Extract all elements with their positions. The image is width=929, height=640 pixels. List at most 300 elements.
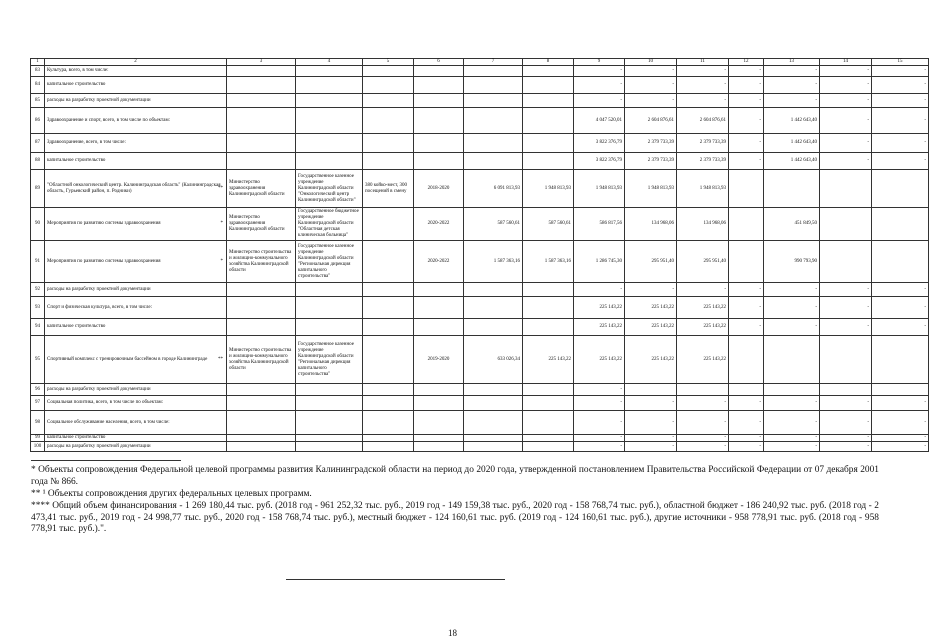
footnote-1: * Объекты сопровождения Федеральной целевой программы развития Калининградской области на период до 2020 года, утвержденной постановлением Правительства Российской Федерации от 07 декабря 2001 года № 866.: [31, 465, 879, 487]
object-name-text: капитальное строительство: [47, 435, 106, 440]
object-name-text: "Областной онкологический центр. Калининградская область" (Калининградская область, Гурьевский район, п. Родники): [47, 182, 221, 194]
amount-cell: -: [820, 396, 872, 411]
period-cell: [414, 283, 464, 297]
customer-cell: [227, 153, 296, 170]
amount-cell: 2 604 876,61: [625, 108, 677, 134]
object-name-cell: [45, 153, 227, 170]
object-name-cell: [45, 108, 227, 134]
amount-cell: -: [574, 384, 625, 396]
amount-cell: -: [729, 153, 764, 170]
footnote-marker: *: [220, 258, 223, 264]
table-row: [31, 66, 929, 77]
object-name-text: Здравоохранение, всего, в том числе:: [47, 140, 126, 145]
table-row: [31, 108, 929, 134]
amount-cell: 2 379 733,39: [677, 153, 729, 170]
capacity-cell: [363, 134, 414, 153]
developer-cell: Государственное бюджетное учреждение Калининградской области "Областная детская клиническая больница": [296, 208, 363, 241]
capacity-cell: [363, 153, 414, 170]
amount-cell: [729, 241, 764, 283]
row-number-cell: 96: [31, 384, 45, 396]
object-name-cell: [45, 208, 227, 241]
amount-cell: 2 604 876,61: [677, 108, 729, 134]
amount-cell: 1 442 643,40: [764, 134, 820, 153]
header-cell: 9: [574, 59, 625, 66]
amount-cell: 6 091 813,93: [464, 170, 523, 208]
amount-cell: [523, 442, 574, 452]
header-cell: 6: [414, 59, 464, 66]
developer-cell: [296, 77, 363, 94]
amount-cell: 295 951,40: [677, 241, 729, 283]
amount-cell: [464, 396, 523, 411]
row-number-cell: 83: [31, 66, 45, 77]
row-number-cell: 92: [31, 283, 45, 297]
amount-cell: -: [872, 435, 929, 442]
amount-cell: 225 143,22: [574, 297, 625, 319]
table-row: [31, 336, 929, 384]
footnote-separator: [31, 460, 181, 461]
customer-cell: Министерство строительства и жилищно-коммунального хозяйства Калининградской области: [227, 336, 296, 384]
customer-cell: Министерство строительства и жилищно-коммунального хозяйства Калининградской области: [227, 241, 296, 283]
header-cell: 1: [31, 59, 45, 66]
object-name-text: капитальное строительство: [47, 82, 106, 87]
amount-cell: -: [764, 94, 820, 108]
amount-cell: -: [625, 66, 677, 77]
footnote-marker: **: [218, 185, 223, 191]
amount-cell: -: [872, 283, 929, 297]
header-cell: 7: [464, 59, 523, 66]
row-number-cell: 89: [31, 170, 45, 208]
customer-cell: [227, 297, 296, 319]
amount-cell: -: [574, 77, 625, 94]
object-name-text: расходы на разработку проектной документации: [47, 286, 151, 292]
period-cell: 2018-2020: [414, 170, 464, 208]
amount-cell: -: [820, 77, 872, 94]
amount-cell: 295 951,40: [625, 241, 677, 283]
amount-cell: -: [872, 134, 929, 153]
object-name-cell: [45, 134, 227, 153]
amount-cell: -: [574, 66, 625, 77]
capacity-cell: [363, 435, 414, 442]
amount-cell: 225 143,22: [574, 336, 625, 384]
period-cell: [414, 94, 464, 108]
amount-cell: -: [625, 94, 677, 108]
amount-cell: -: [764, 283, 820, 297]
amount-cell: -: [872, 66, 929, 77]
amount-cell: -: [820, 134, 872, 153]
capacity-cell: [363, 396, 414, 411]
table-row: [31, 241, 929, 283]
footnote-marker: *: [220, 221, 223, 226]
row-number-cell: 91: [31, 241, 45, 283]
amount-cell: -: [820, 319, 872, 336]
period-cell: [414, 442, 464, 452]
row-number-cell: 95: [31, 336, 45, 384]
table-row: [31, 384, 929, 396]
amount-cell: [523, 77, 574, 94]
amount-cell: 225 143,22: [574, 319, 625, 336]
row-number-cell: 97: [31, 396, 45, 411]
table-row: [31, 319, 929, 336]
capacity-cell: [363, 297, 414, 319]
customer-cell: Министерство здравоохранения Калининградской области: [227, 170, 296, 208]
developer-cell: [296, 297, 363, 319]
amount-cell: -: [729, 134, 764, 153]
amount-cell: [523, 297, 574, 319]
amount-cell: 225 143,22: [677, 319, 729, 336]
amount-cell: 1 286 745,30: [574, 241, 625, 283]
object-name-text: капитальное строительство: [47, 158, 106, 163]
amount-cell: 587 560,61: [523, 208, 574, 241]
period-cell: [414, 319, 464, 336]
amount-cell: 4 047 520,01: [574, 108, 625, 134]
amount-cell: -: [764, 411, 820, 435]
amount-cell: [464, 283, 523, 297]
developer-cell: [296, 442, 363, 452]
table-header-row: [31, 59, 929, 66]
header-cell: 4: [296, 59, 363, 66]
object-name-cell: [45, 319, 227, 336]
capacity-cell: [363, 241, 414, 283]
customer-cell: [227, 77, 296, 94]
object-name-text: Мероприятия по развитию системы здравоохранения: [47, 258, 161, 264]
period-cell: [414, 435, 464, 442]
amount-cell: -: [574, 283, 625, 297]
amount-cell: -: [764, 396, 820, 411]
amount-cell: [464, 94, 523, 108]
amount-cell: -: [574, 435, 625, 442]
period-cell: [414, 108, 464, 134]
object-name-text: Здравоохранение и спорт, всего, в том числе по объектам:: [47, 117, 171, 123]
row-number-cell: 99: [31, 435, 45, 442]
row-number-cell: 88: [31, 153, 45, 170]
developer-cell: [296, 283, 363, 297]
object-name-cell: [45, 77, 227, 94]
header-cell: 5: [363, 59, 414, 66]
amount-cell: [764, 170, 820, 208]
period-cell: 2020-2022: [414, 208, 464, 241]
amount-cell: -: [764, 435, 820, 442]
capacity-cell: [363, 66, 414, 77]
capacity-cell: [363, 442, 414, 452]
amount-cell: [464, 153, 523, 170]
developer-cell: [296, 134, 363, 153]
object-name-text: расходы на разработку проектной документации: [47, 386, 151, 392]
capacity-cell: [363, 283, 414, 297]
object-name-cell: [45, 336, 227, 384]
amount-cell: -: [764, 77, 820, 94]
amount-cell: 2 379 733,39: [625, 153, 677, 170]
amount-cell: [523, 396, 574, 411]
amount-cell: [820, 384, 872, 396]
object-name-text: расходы на разработку проектной документации: [47, 443, 151, 449]
amount-cell: [523, 134, 574, 153]
amount-cell: -: [729, 319, 764, 336]
period-cell: [414, 77, 464, 94]
amount-cell: [677, 384, 729, 396]
customer-cell: [227, 66, 296, 77]
amount-cell: -: [872, 108, 929, 134]
amount-cell: -: [729, 297, 764, 319]
amount-cell: [464, 297, 523, 319]
amount-cell: -: [820, 108, 872, 134]
capacity-cell: [363, 336, 414, 384]
amount-cell: -: [677, 66, 729, 77]
amount-cell: [820, 208, 872, 241]
amount-cell: -: [764, 442, 820, 452]
amount-cell: -: [677, 396, 729, 411]
table-row: [31, 77, 929, 94]
header-cell: 13: [764, 59, 820, 66]
amount-cell: [820, 336, 872, 384]
amount-cell: -: [625, 283, 677, 297]
amount-cell: [464, 442, 523, 452]
amount-cell: 587 560,61: [464, 208, 523, 241]
amount-cell: [523, 283, 574, 297]
capacity-cell: [363, 384, 414, 396]
header-cell: 2: [45, 59, 227, 66]
header-cell: 14: [820, 59, 872, 66]
amount-cell: [523, 108, 574, 134]
developer-cell: [296, 435, 363, 442]
object-name-cell: [45, 435, 227, 442]
capacity-cell: [363, 411, 414, 435]
object-name-text: Культура, всего, в том числе:: [47, 68, 109, 73]
amount-cell: -: [872, 297, 929, 319]
amount-cell: 1 587 363,16: [523, 241, 574, 283]
object-name-cell: [45, 442, 227, 452]
row-number-cell: 98: [31, 411, 45, 435]
developer-cell: [296, 94, 363, 108]
amount-cell: [464, 108, 523, 134]
amount-cell: 1 442 643,40: [764, 153, 820, 170]
amount-cell: 134 968,06: [677, 208, 729, 241]
amount-cell: -: [625, 77, 677, 94]
amount-cell: -: [574, 442, 625, 452]
object-name-cell: [45, 411, 227, 435]
amount-cell: -: [820, 435, 872, 442]
object-name-text: Спорт и физическая культура, всего, в том числе:: [47, 304, 152, 310]
developer-cell: [296, 411, 363, 435]
amount-cell: -: [764, 297, 820, 319]
row-number-cell: 86: [31, 108, 45, 134]
capacity-cell: [363, 319, 414, 336]
page-number: 18: [448, 628, 457, 638]
row-number-cell: 87: [31, 134, 45, 153]
object-name-cell: [45, 94, 227, 108]
period-cell: [414, 134, 464, 153]
amount-cell: [464, 66, 523, 77]
amount-cell: -: [729, 435, 764, 442]
amount-cell: -: [872, 94, 929, 108]
amount-cell: 3 822 376,79: [574, 153, 625, 170]
amount-cell: [523, 153, 574, 170]
amount-cell: -: [574, 411, 625, 435]
amount-cell: 451 849,50: [764, 208, 820, 241]
object-name-cell: [45, 241, 227, 283]
table-row: [31, 153, 929, 170]
signature-line: [286, 579, 505, 580]
table-row: [31, 208, 929, 241]
customer-cell: Министерство здравоохранения Калининградской области: [227, 208, 296, 241]
object-name-cell: [45, 170, 227, 208]
period-cell: [414, 411, 464, 435]
amount-cell: [523, 66, 574, 77]
amount-cell: -: [625, 435, 677, 442]
capacity-cell: [363, 77, 414, 94]
amount-cell: -: [820, 66, 872, 77]
amount-cell: 1 948 813,93: [677, 170, 729, 208]
developer-cell: [296, 319, 363, 336]
amount-cell: [464, 435, 523, 442]
amount-cell: [523, 94, 574, 108]
amount-cell: [872, 170, 929, 208]
developer-cell: [296, 66, 363, 77]
developer-cell: Государственное казенное учреждение Калининградской области "Региональная дирекция капитального строительства": [296, 241, 363, 283]
developer-cell: [296, 396, 363, 411]
developer-cell: [296, 384, 363, 396]
amount-cell: 633 026,34: [464, 336, 523, 384]
amount-cell: -: [729, 77, 764, 94]
amount-cell: 1 948 813,93: [574, 170, 625, 208]
amount-cell: [523, 435, 574, 442]
amount-cell: -: [677, 442, 729, 452]
amount-cell: -: [729, 66, 764, 77]
developer-cell: Государственное казенное учреждение Калининградской области "Региональная дирекция капитального строительства": [296, 336, 363, 384]
amount-cell: 1 948 813,93: [523, 170, 574, 208]
amount-cell: 225 143,22: [523, 336, 574, 384]
amount-cell: -: [729, 94, 764, 108]
amount-cell: -: [872, 153, 929, 170]
amount-cell: -: [820, 442, 872, 452]
amount-cell: -: [764, 66, 820, 77]
developer-cell: [296, 153, 363, 170]
amount-cell: 1 442 643,40: [764, 108, 820, 134]
amount-cell: -: [574, 396, 625, 411]
amount-cell: 225 143,22: [625, 336, 677, 384]
amount-cell: [764, 336, 820, 384]
capacity-cell: [363, 108, 414, 134]
customer-cell: [227, 384, 296, 396]
customer-cell: [227, 94, 296, 108]
header-cell: 3: [227, 59, 296, 66]
developer-cell: [296, 108, 363, 134]
investment-objects-table: [30, 58, 929, 452]
object-name-cell: [45, 297, 227, 319]
amount-cell: -: [820, 153, 872, 170]
object-name-text: Социальная политика, всего, в том числе по объектам:: [47, 400, 164, 405]
object-name-text: Социальное обслуживание населения, всего, в том числе:: [47, 419, 170, 425]
amount-cell: [764, 384, 820, 396]
amount-cell: -: [625, 411, 677, 435]
amount-cell: [625, 384, 677, 396]
amount-cell: -: [677, 411, 729, 435]
header-cell: 8: [523, 59, 574, 66]
amount-cell: [729, 336, 764, 384]
period-cell: [414, 66, 464, 77]
amount-cell: 1 948 813,93: [625, 170, 677, 208]
table-row: [31, 435, 929, 442]
row-number-cell: 100: [31, 442, 45, 452]
amount-cell: [523, 411, 574, 435]
object-name-cell: [45, 66, 227, 77]
footnote-3: **** Общий объем финансирования - 1 269 180,44 тыс. руб. (2018 год - 961 252,32 тыс. руб., 2019 год - 149 159,38 тыс. руб., 2020 год - 158 768,74 тыс. руб.), областной бюджет - 186 240,92 тыс. руб. (2018 год - 2 473,41 тыс. руб., 2019 год - 24 998,77 тыс. руб., 2020 год - 158 768,74 тыс. руб.), местный бюджет - 124 160,61 тыс. руб. (2019 год - 124 160,61 тыс. руб.), другие источники - 958 778,91 тыс. руб. (2018 год - 958 778,91 тыс. руб.).".: [31, 501, 879, 534]
table-row: [31, 170, 929, 208]
customer-cell: [227, 435, 296, 442]
header-cell: 15: [872, 59, 929, 66]
amount-cell: -: [625, 442, 677, 452]
period-cell: [414, 384, 464, 396]
amount-cell: 3 822 376,79: [574, 134, 625, 153]
object-name-text: Спортивный комплекс с тренировочным бассейном в городе Калининграде: [47, 356, 208, 362]
amount-cell: -: [872, 411, 929, 435]
table-row: [31, 396, 929, 411]
customer-cell: [227, 319, 296, 336]
amount-cell: [464, 77, 523, 94]
amount-cell: -: [764, 319, 820, 336]
amount-cell: [872, 241, 929, 283]
amount-cell: 1 587 363,16: [464, 241, 523, 283]
amount-cell: 2 379 733,39: [625, 134, 677, 153]
object-name-cell: [45, 283, 227, 297]
amount-cell: -: [729, 442, 764, 452]
amount-cell: [729, 170, 764, 208]
amount-cell: [464, 411, 523, 435]
capacity-cell: [363, 208, 414, 241]
amount-cell: -: [820, 94, 872, 108]
row-number-cell: 84: [31, 77, 45, 94]
amount-cell: -: [820, 411, 872, 435]
period-cell: 2019-2020: [414, 336, 464, 384]
amount-cell: -: [872, 319, 929, 336]
amount-cell: [523, 319, 574, 336]
customer-cell: [227, 134, 296, 153]
customer-cell: [227, 283, 296, 297]
header-cell: 11: [677, 59, 729, 66]
amount-cell: -: [872, 442, 929, 452]
object-name-cell: [45, 396, 227, 411]
amount-cell: -: [872, 77, 929, 94]
amount-cell: [464, 319, 523, 336]
amount-cell: [523, 384, 574, 396]
amount-cell: -: [625, 396, 677, 411]
row-number-cell: 90: [31, 208, 45, 241]
amount-cell: [872, 208, 929, 241]
capacity-cell: 380 койко-мест, 300 посещений в смену: [363, 170, 414, 208]
table-row: [31, 134, 929, 153]
customer-cell: [227, 411, 296, 435]
object-name-text: капитальное строительство: [47, 324, 106, 329]
period-cell: [414, 396, 464, 411]
amount-cell: 225 143,22: [677, 297, 729, 319]
object-name-text: расходы на разработку проектной документации: [47, 97, 151, 103]
amount-cell: -: [677, 77, 729, 94]
customer-cell: [227, 442, 296, 452]
row-number-cell: 94: [31, 319, 45, 336]
amount-cell: -: [574, 94, 625, 108]
amount-cell: [820, 241, 872, 283]
amount-cell: -: [677, 435, 729, 442]
amount-cell: -: [729, 283, 764, 297]
amount-cell: [872, 336, 929, 384]
amount-cell: -: [677, 94, 729, 108]
row-number-cell: 93: [31, 297, 45, 319]
header-cell: 10: [625, 59, 677, 66]
amount-cell: 225 143,22: [677, 336, 729, 384]
amount-cell: [729, 208, 764, 241]
amount-cell: -: [729, 411, 764, 435]
period-cell: [414, 297, 464, 319]
amount-cell: -: [729, 108, 764, 134]
